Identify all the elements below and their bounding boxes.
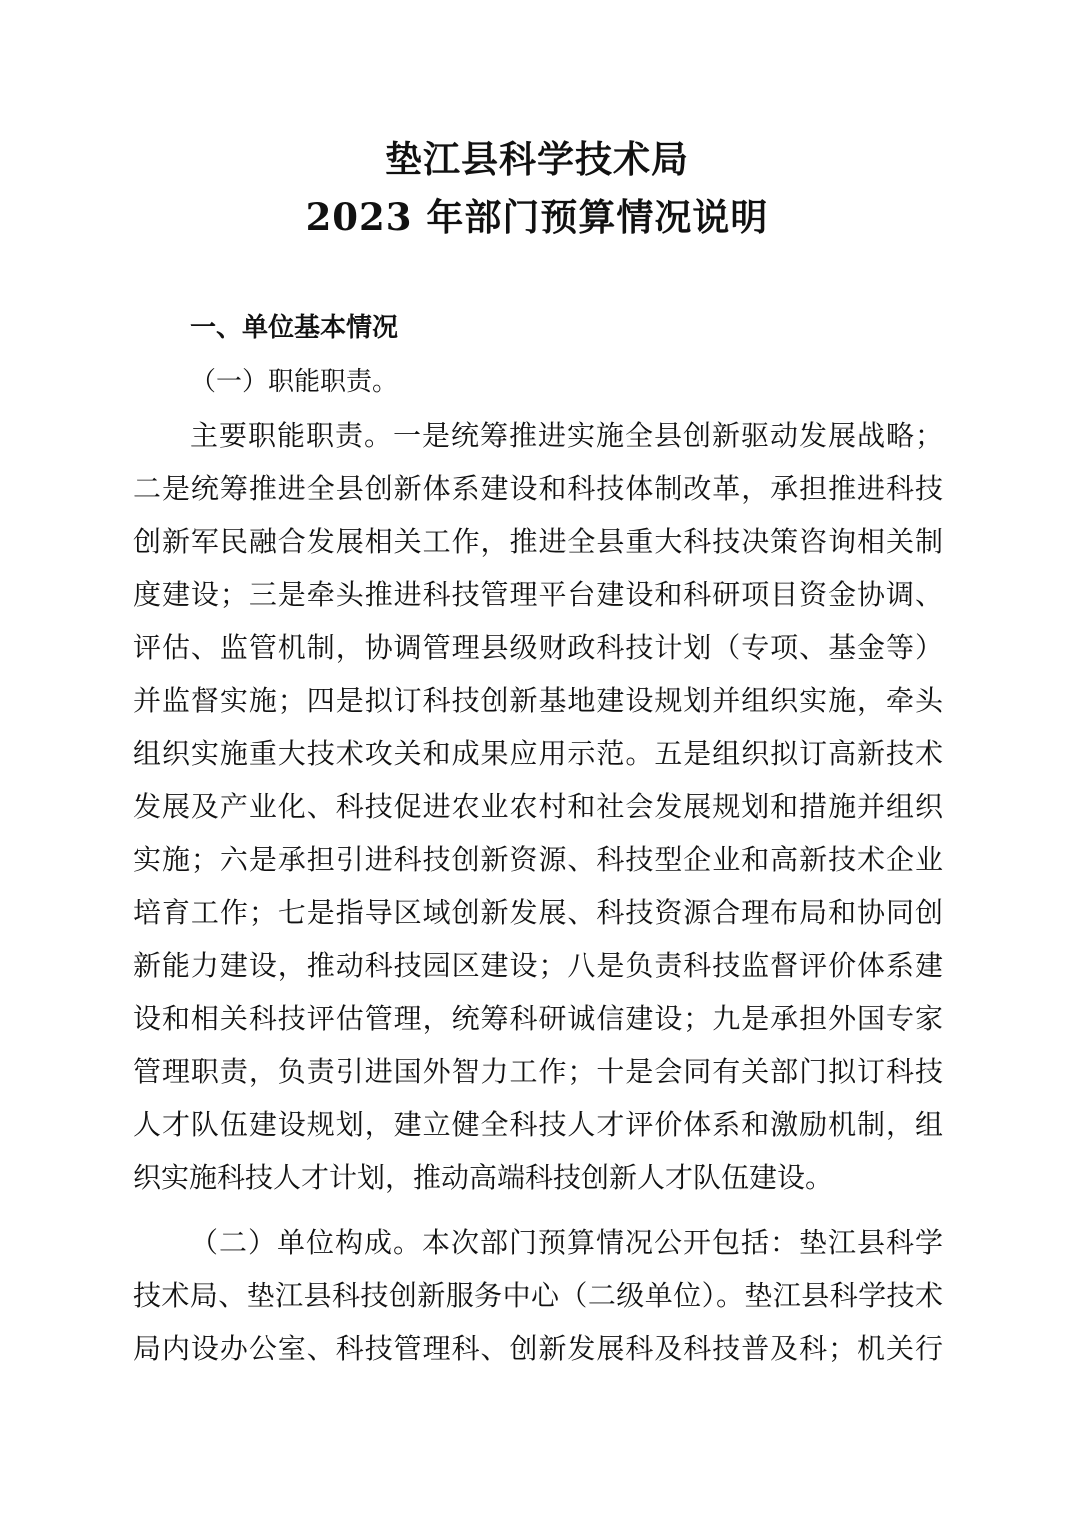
paragraph-line: 新能力建设，推动科技园区建设；八是负责科技监督评价体系建 xyxy=(133,949,943,982)
paragraph-line: 管理职责，负责引进国外智力工作；十是会同有关部门拟订科技 xyxy=(133,1055,943,1088)
paragraph-line: 度建设；三是牵头推进科技管理平台建设和科研项目资金协调、 xyxy=(133,578,943,611)
section-heading-basic-info: 一、单位基本情况 xyxy=(190,313,399,343)
paragraph-line: 组织实施重大技术攻关和成果应用示范。五是组织拟订高新技术 xyxy=(133,737,943,770)
paragraph-line: （二）单位构成。本次部门预算情况公开包括：垫江县科学 xyxy=(190,1226,943,1259)
paragraph-line: 并监督实施；四是拟订科技创新基地建设规划并组织实施，牵头 xyxy=(133,684,943,717)
paragraph-line: 培育工作；七是指导区域创新发展、科技资源合理布局和协同创 xyxy=(133,896,943,929)
paragraph-line: 实施；六是承担引进科技创新资源、科技型企业和高新技术企业 xyxy=(133,843,943,876)
paragraph-line: 织实施科技人才计划，推动高端科技创新人才队伍建设。 xyxy=(133,1161,834,1194)
paragraph-line: 人才队伍建设规划，建立健全科技人才评价体系和激励机制，组 xyxy=(133,1108,943,1141)
paragraph-line: 主要职能职责。一是统筹推进实施全县创新驱动发展战略； xyxy=(190,419,943,452)
document-title-line2: 2023 年部门预算情况说明 xyxy=(305,195,769,239)
document-title-line1: 垫江县科学技术局 xyxy=(385,137,689,181)
paragraph-line: 技术局、垫江县科技创新服务中心（二级单位）。垫江县科学技术 xyxy=(133,1279,943,1312)
paragraph-line: 创新军民融合发展相关工作，推进全县重大科技决策咨询相关制 xyxy=(133,525,943,558)
subsection-heading-duties: （一）职能职责。 xyxy=(190,367,399,397)
paragraph-line: 二是统筹推进全县创新体系建设和科技体制改革，承担推进科技 xyxy=(133,472,943,505)
paragraph-line: 评估、监管机制，协调管理县级财政科技计划（专项、基金等） xyxy=(133,631,943,664)
paragraph-line: 发展及产业化、科技促进农业农村和社会发展规划和措施并组织 xyxy=(133,790,943,823)
paragraph-line: 局内设办公室、科技管理科、创新发展科及科技普及科；机关行 xyxy=(133,1332,943,1365)
paragraph-line: 设和相关科技评估管理，统筹科研诚信建设；九是承担外国专家 xyxy=(133,1002,943,1035)
